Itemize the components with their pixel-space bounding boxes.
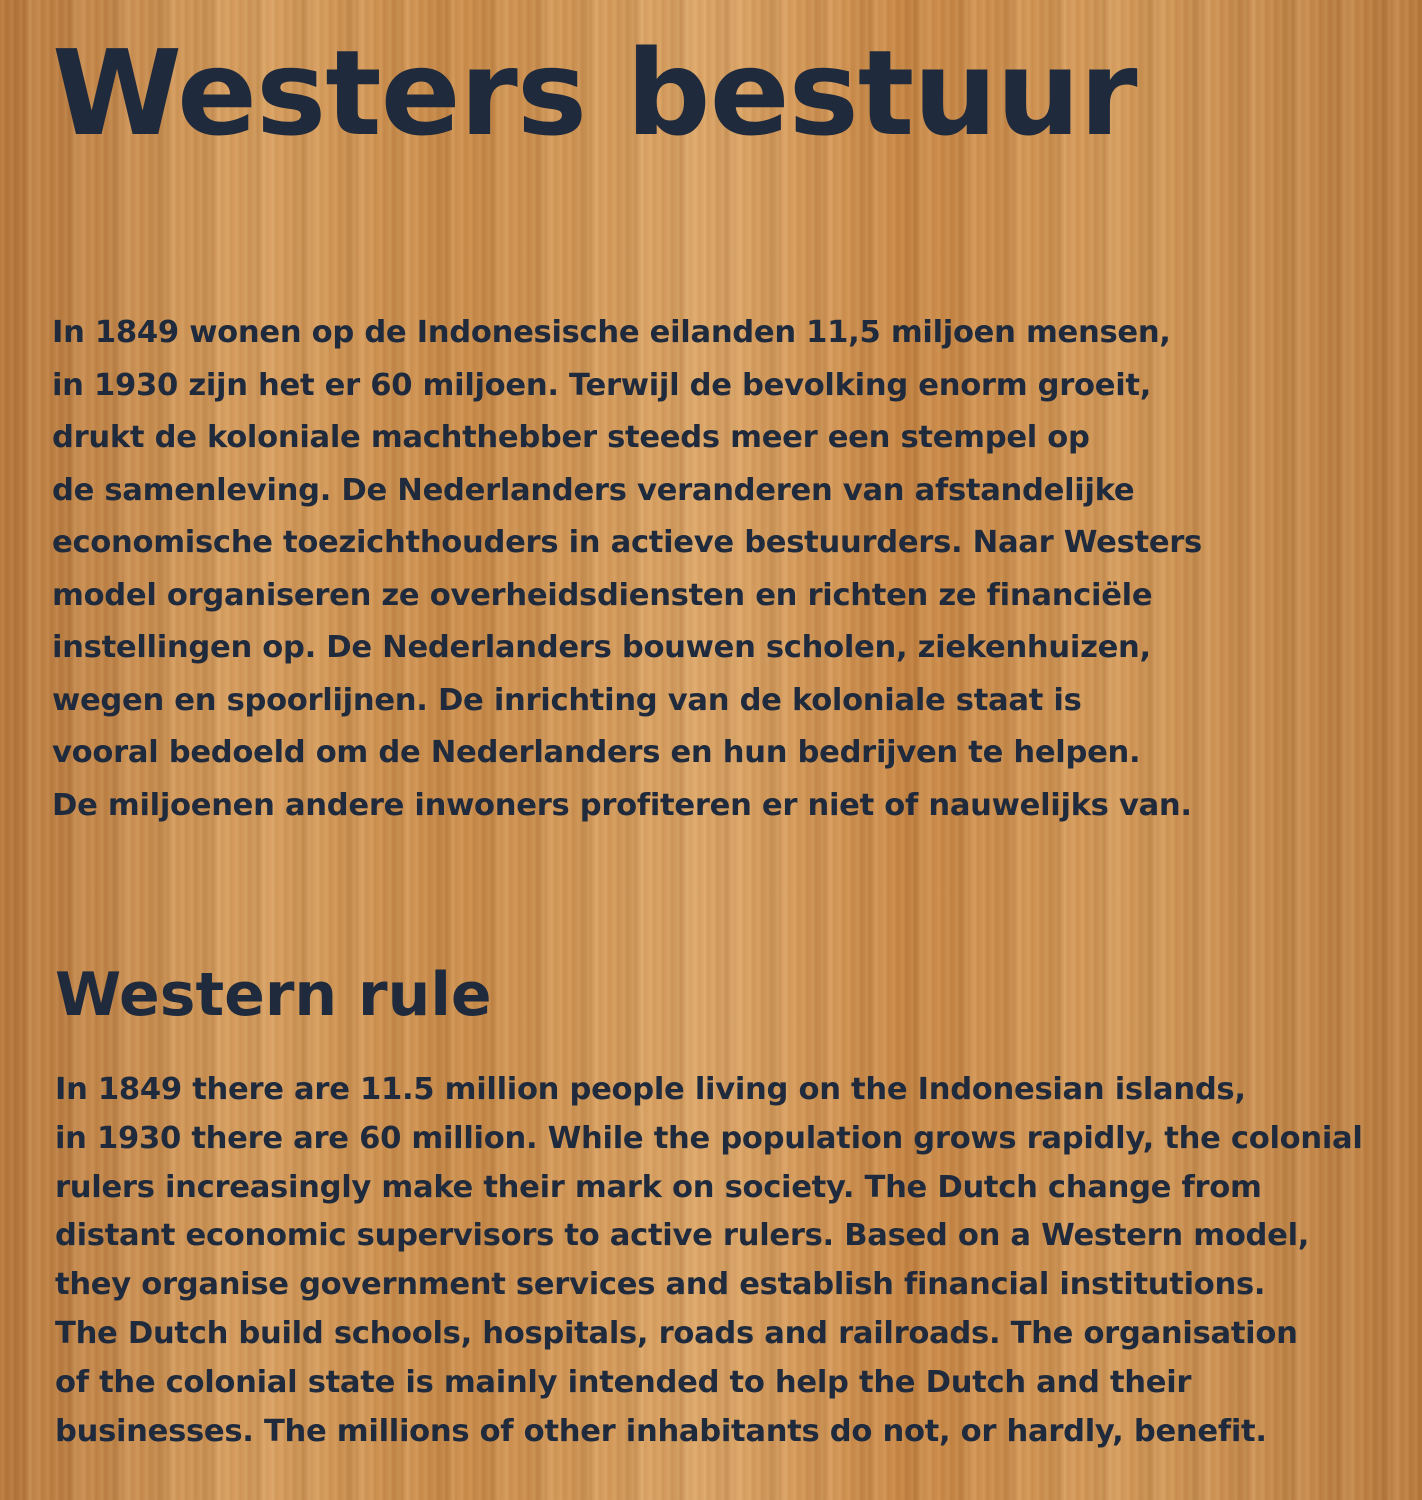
english-paragraph: In 1849 there are 11.5 million people living on the Indonesian islands, in 1930 there are 60 million. While the population grows rapidly, the colonial rulers increasingly make their mark on society. The Dutch change from distant economic supervisors to active rulers. Based on a Western model, they organise government services and establish financial institutions. The Dutch build schools, hospitals, roads and railroads. The organisation of the colonial state is mainly intended to help the Dutch and their businesses. The millions of other inhabitants do not, or hardly, benefit. xyxy=(55,1072,1363,1449)
dutch-title: Westers bestuur xyxy=(52,24,1137,162)
dutch-paragraph: In 1849 wonen op de Indonesische eilanden 11,5 miljoen mensen, in 1930 zijn het er 60 miljoen. Terwijl de bevolking enorm groeit, drukt de koloniale machthebber steeds meer een stempel op de samenleving. De Nederlanders veranderen van afstandelijke economische toezichthouders in actieve bestuurders. Naar Westers model organiseren ze overheidsdiensten en richten ze financiële instellingen op. De Nederlanders bouwen scholen, ziekenhuizen, wegen en spoorlijnen. De inrichting van de koloniale staat is vooral bedoeld om de Nederlanders en hun bedrijven te helpen. De miljoenen andere inwoners profiteren er niet of nauwelijks van. xyxy=(52,315,1202,823)
english-title: Western rule xyxy=(55,960,492,1030)
